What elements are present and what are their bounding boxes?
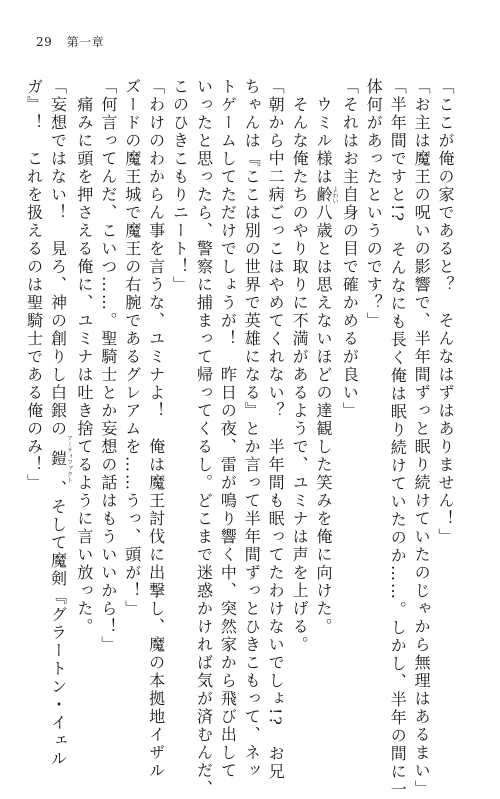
chapter-title: 第一章 xyxy=(66,35,105,49)
text-line-11: いったと思ったら、警察に捕まって帰ってくるし。どこまで迷惑かければ気が済むんだ、 xyxy=(194,78,214,798)
text-line-10: トゲームしてただけでしょうが！ 昨日の夜、雷が鳴り響く中、突然家から飛び出して xyxy=(218,78,238,780)
text-line-17-content: 「妄想ではない！ 見ろ、神の創りし白銀の鎧アーティファクト、そして魔剣『グラートン・イェル xyxy=(48,78,73,768)
text-line-17 xyxy=(46,78,73,768)
novel-body-text xyxy=(24,78,457,799)
running-header xyxy=(36,33,104,50)
text-line-1: 「ここが俺の家であると？ そんなはずはありません！」 xyxy=(436,78,455,546)
text-line-14: ズードの魔王城で魔王の右腕であるグレアムを……うっ、頭が！」 xyxy=(122,78,142,618)
text-line-4: 体何があったというのです？」 xyxy=(364,78,384,330)
text-line-7: そんな俺たちのやり取りに不満があるようで、ユミナは声を上げる。 xyxy=(290,78,310,654)
ruby-annotation: 鎧アーティファクト xyxy=(48,435,73,483)
text-line-5: 「それはお主自身の目で確かめるが良い」 xyxy=(340,78,360,420)
text-line-12: このひきこもりニート！」 xyxy=(170,78,190,294)
text-line-18: ガ』！ これを扱えるのは聖騎士である俺のみ！」 xyxy=(24,78,44,492)
text-line-6-content: ウミル様は齢よわい八歳とは思えないほどの達観した笑みを俺に向けた。 xyxy=(313,78,338,636)
ruby-annotation: 齢よわい xyxy=(313,186,338,204)
text-line-13: 「わけのわからん事を言うな、ユミナよ！ 俺は魔王討伐に出撃し、魔の本拠地イザル xyxy=(146,78,166,780)
text-line-16: 痛みに頭を押さえる俺に、ユミナは吐き捨てるように言い放った。 xyxy=(74,78,94,636)
text-line-9: ちゃんは『ここは別の世界で英雄になる』とか言って半年間ずっとひきこもって、ネッ xyxy=(242,78,262,780)
text-line-15: 「何言ってんだ、こいつ……。聖騎士とか妄想の話はもういいから！」 xyxy=(98,78,118,654)
text-line-2: 「お主は魔王の呪いの影響で、半年間ずっと眠り続けていたのじゃから無理はあるまい」 xyxy=(412,78,432,798)
text-line-6 xyxy=(311,78,337,674)
text-line-3: 「半年間ですと!? そんなにも長く俺は眠り続けていたのか……。しかし、半年の間に一 xyxy=(388,78,408,799)
text-line-8: 「朝から中二病ごっこはやめてくれない？ 半年間も眠ってたわけないでしょ!? お兄 xyxy=(266,78,286,782)
page-number: 29 xyxy=(36,35,53,49)
